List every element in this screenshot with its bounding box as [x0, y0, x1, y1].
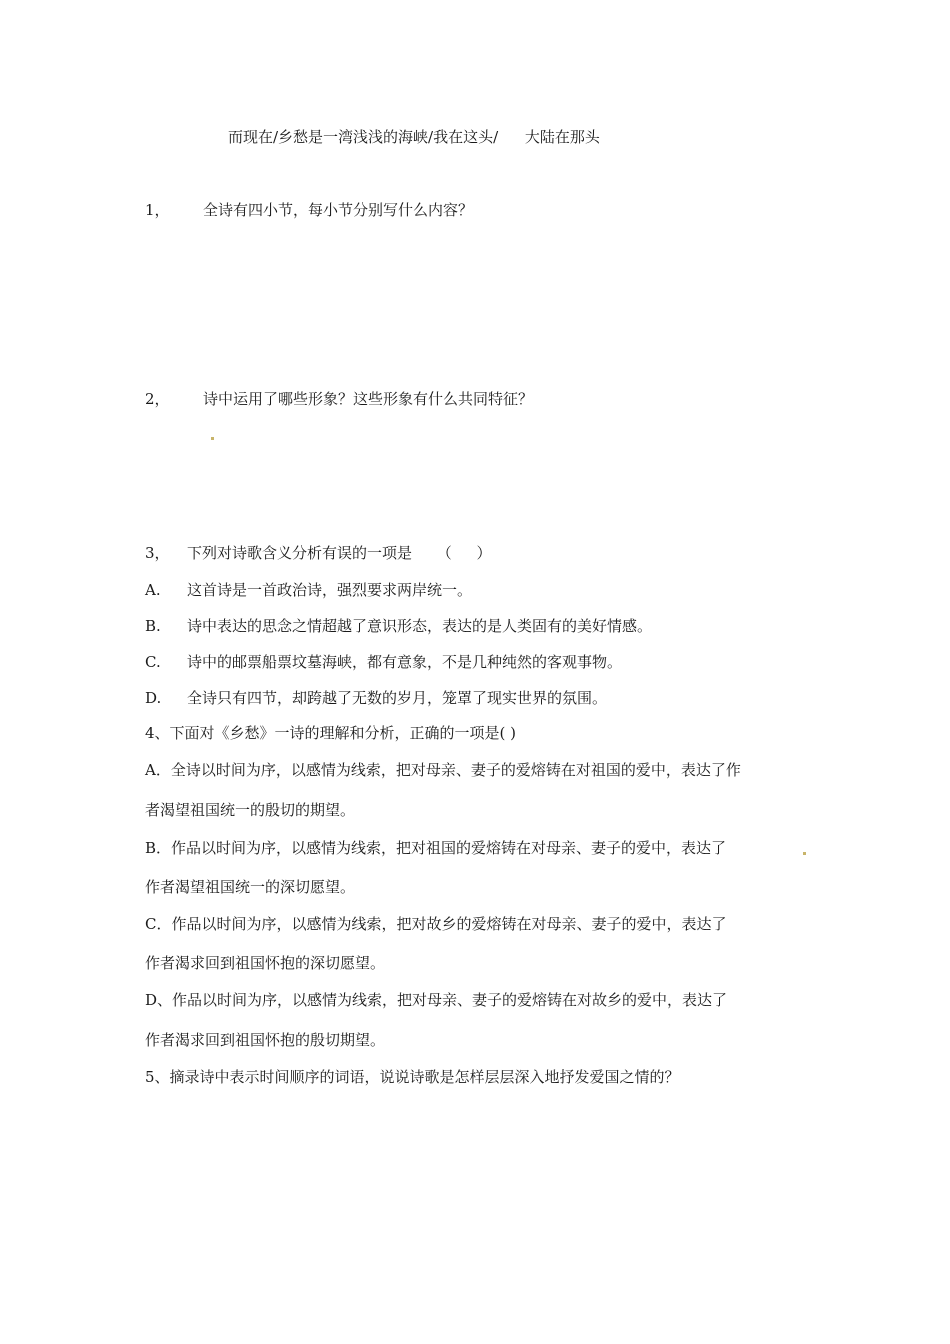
q4-option-d-line1: D、作品以时间为序，以感情为线索，把对母亲、妻子的爱熔铸在对故乡的爱中，表达了: [145, 991, 728, 1009]
q4-option-c-line1: C．作品以时间为序，以感情为线索，把对故乡的爱熔铸在对母亲、妻子的爱中，表达了: [145, 915, 727, 933]
q4-option-b-line2: 作者渴望祖国统一的深切愿望。: [145, 878, 356, 896]
q4-option-c-line2: 作者渴求回到祖国怀抱的深切愿望。: [145, 954, 386, 972]
question-2-number: 2，: [145, 390, 170, 408]
q3-option-c-text: 诗中的邮票船票坟墓海峡，都有意象，不是几种纯然的客观事物。: [187, 653, 623, 671]
q4-option-b-line1: B．作品以时间为序，以感情为线索，把对祖国的爱熔铸在对母亲、妻子的爱中，表达了: [145, 839, 727, 857]
question-2-text: 诗中运用了哪些形象？这些形象有什么共同特征？: [203, 390, 534, 408]
q3-option-a-text: 这首诗是一首政治诗，强烈要求两岸统一。: [187, 581, 473, 599]
q3-option-d-text: 全诗只有四节，却跨越了无数的岁月，笼罩了现实世界的氛围。: [187, 689, 608, 707]
q4-option-d-line2: 作者渴求回到祖国怀抱的殷切期望。: [145, 1031, 386, 1049]
q3-option-b-text: 诗中表达的思念之情超越了意识形态，表达的是人类固有的美好情感。: [187, 617, 653, 635]
speck-mark: [803, 852, 806, 855]
question-1-text: 全诗有四小节，每小节分别写什么内容？: [203, 201, 474, 219]
q4-option-a-line1: A．全诗以时间为序，以感情为线索，把对母亲、妻子的爱熔铸在对祖国的爱中，表达了作: [145, 761, 741, 779]
q3-option-a-label: A.: [145, 581, 161, 599]
question-3-number: 3，: [145, 544, 170, 562]
speck-mark: [211, 437, 214, 440]
q3-option-b-label: B.: [145, 617, 161, 635]
question-3-text: 下列对诗歌含义分析有误的一项是 （ ）: [187, 544, 492, 562]
q3-option-c-label: C.: [145, 653, 161, 671]
question-5-text: 5、摘录诗中表示时间顺序的词语，说说诗歌是怎样层层深入地抒发爱国之情的？: [145, 1068, 680, 1086]
question-4-text: 4、下面对《乡愁》一诗的理解和分析，正确的一项是( ): [145, 724, 517, 742]
question-1-number: 1，: [145, 201, 170, 219]
poem-line: 而现在/乡愁是一湾浅浅的海峡/我在这头/ 大陆在那头: [228, 128, 600, 146]
q4-option-a-line2: 者渴望祖国统一的殷切的期望。: [145, 801, 356, 819]
q3-option-d-label: D.: [145, 689, 162, 707]
